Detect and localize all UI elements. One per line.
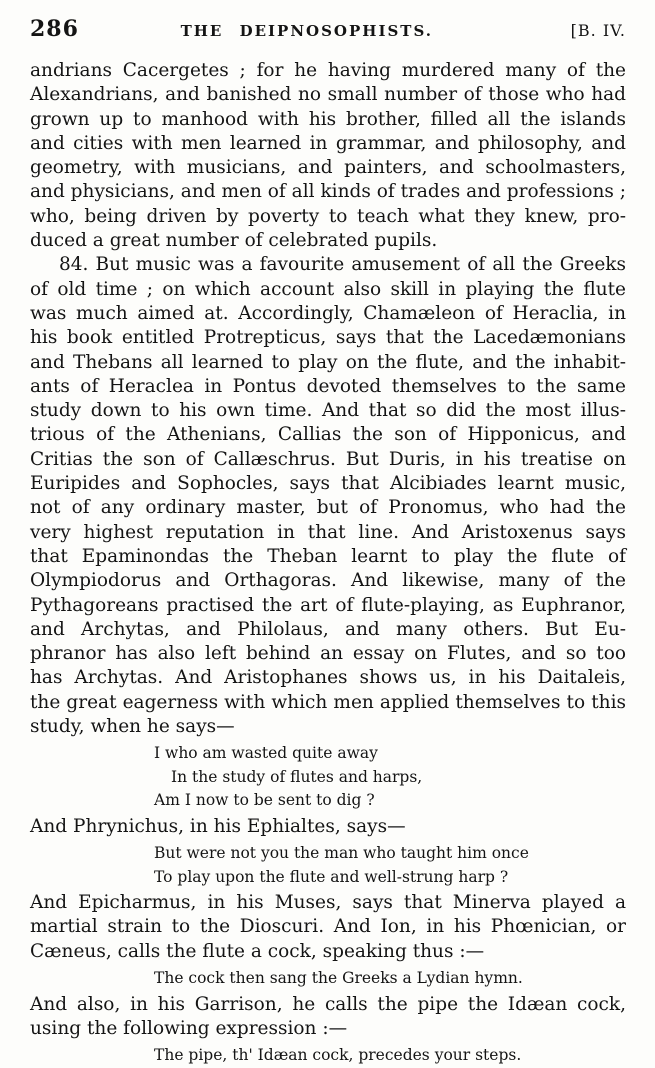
text-line: not of any ordinary master, but of Pronomus, who had the xyxy=(30,497,626,519)
page-number: 286 xyxy=(30,16,79,42)
text-line: and physicians, and men of all kinds of trades and professions ; xyxy=(30,181,626,203)
text-line: And Epicharmus, in his Muses, says that Minerva played a xyxy=(30,892,626,914)
paragraph xyxy=(30,891,626,964)
text-line: In the study of flutes and harps, xyxy=(171,767,423,786)
text-line: Olympiodorus and Orthagoras. And likewise, many of the xyxy=(30,570,626,592)
text-line: study down to his own time. And that so did the most illus- xyxy=(30,400,626,422)
text-line: 84. But music was a favourite amusement of all the Greeks xyxy=(59,254,626,276)
text-line: geometry, with musicians, and painters, and schoolmasters, xyxy=(30,157,626,179)
text-line: To play upon the flute and well-strung harp ? xyxy=(154,867,509,886)
text-line: andrians Cacergetes ; for he having murdered many of the xyxy=(30,60,626,81)
paragraph xyxy=(30,815,626,839)
verse-block xyxy=(30,1044,626,1068)
text-line: and cities with men learned in grammar, and philosophy, and xyxy=(30,132,626,154)
text-line: the great eagerness with which men applied themselves to this xyxy=(30,691,626,713)
text-line: very highest reputation in that line. And Aristoxenus says xyxy=(30,521,626,543)
text-line: Alexandrians, and banished no small number of those who had xyxy=(30,84,626,106)
book-reference: [B. IV. xyxy=(570,21,626,40)
text-line: Pythagoreans practised the art of flute-playing, as Euphranor, xyxy=(30,594,626,616)
paragraph xyxy=(30,59,626,253)
paragraph xyxy=(30,253,626,739)
text-line: ants of Heraclea in Pontus devoted themselves to the same xyxy=(30,375,626,397)
text-line: has Archytas. And Aristophanes shows us, in his Daitaleis, xyxy=(30,667,626,689)
text-line: was much aimed at. Accordingly, Chamæleon of Heraclia, in xyxy=(30,302,626,324)
text-line: But were not you the man who taught him once xyxy=(154,844,529,863)
page-body xyxy=(30,59,626,1068)
text-line: and Thebans all learned to play on the flute, and the inhabit- xyxy=(30,351,626,373)
text-line: grown up to manhood with his brother, filled all the islands xyxy=(30,108,626,130)
text-line: Cæneus, calls the flute a cock, speaking thus :— xyxy=(30,940,485,962)
text-line: martial strain to the Dioscuri. And Ion, in his Phœnician, or xyxy=(30,916,626,938)
text-line: that Epaminondas the Theban learnt to play the flute of xyxy=(30,545,626,567)
text-line: Critias the son of Callæschrus. But Duris, in his treatise on xyxy=(30,448,626,470)
text-line: phranor has also left behind an essay on Flutes, and so too xyxy=(30,643,626,665)
text-line: And Phrynichus, in his Ephialtes, says— xyxy=(30,815,406,837)
text-line: Euripides and Sophocles, says that Alcibiades learnt music, xyxy=(30,473,626,495)
text-line: of old time ; on which account also skill in playing the flute xyxy=(30,278,626,300)
text-line: and Archytas, and Philolaus, and many others. But Eu- xyxy=(30,618,626,640)
verse-block xyxy=(30,742,626,813)
paragraph xyxy=(30,993,626,1042)
text-line: Am I now to be sent to dig ? xyxy=(154,791,375,810)
text-line: using the following expression :— xyxy=(30,1017,348,1039)
text-line: duced a great number of celebrated pupils. xyxy=(30,230,438,252)
text-line: The pipe, th' Idæan cock, precedes your steps. xyxy=(154,1046,522,1065)
text-line: his book entitled Protrepticus, says that the Lacedæmonians xyxy=(30,327,626,349)
page-title: THE DEIPNOSOPHISTS. xyxy=(180,22,433,40)
text-line: The cock then sang the Greeks a Lydian hymn. xyxy=(154,969,523,987)
text-line: I who am wasted quite away xyxy=(154,744,378,763)
text-line: And also, in his Garrison, he calls the pipe the Idæan cock, xyxy=(30,993,626,1015)
text-line: who, being driven by poverty to teach what they knew, pro- xyxy=(30,205,626,227)
running-header xyxy=(30,16,626,42)
verse-block xyxy=(30,967,626,991)
text-line: trious of the Athenians, Callias the son of Hipponicus, and xyxy=(30,424,626,446)
text-line: study, when he says— xyxy=(30,716,235,738)
verse-block xyxy=(30,842,626,889)
